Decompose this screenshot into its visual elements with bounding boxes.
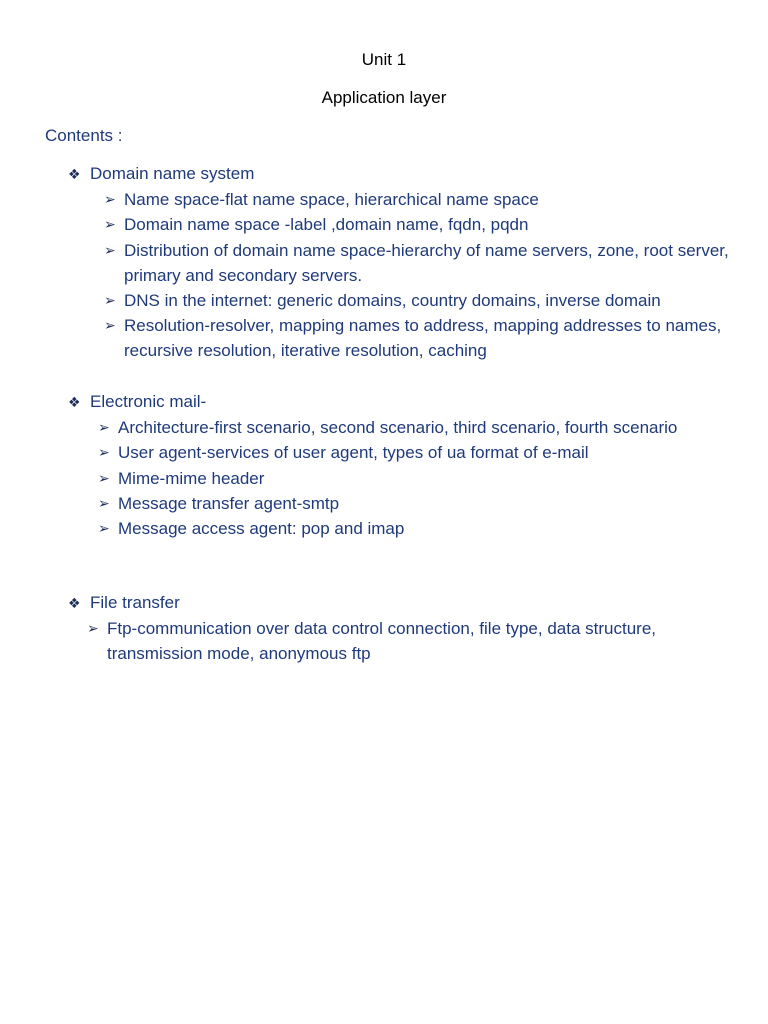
diamond-bullet-icon: ❖ [68,595,81,611]
list-item [98,440,728,465]
section-heading-row [68,590,748,616]
list-item-text: DNS in the internet: generic domains, country domains, inverse domain [124,291,661,311]
arrow-bullet-icon: ➢ [104,241,116,258]
arrow-bullet-icon: ➢ [98,444,110,461]
unit-heading: Unit 1 [361,50,407,69]
arrow-bullet-icon: ➢ [87,620,99,637]
arrow-bullet-icon: ➢ [104,292,116,309]
arrow-bullet-icon: ➢ [98,469,110,486]
arrow-bullet-icon: ➢ [98,520,110,537]
list-item [87,616,748,666]
section-item-list [104,187,748,363]
list-item [98,491,728,516]
list-item-text: Architecture-first scenario, second scenario, third scenario, fourth scenario [118,418,678,438]
section-heading: Domain name system [90,164,255,183]
list-item-text: Domain name space -label ,domain name, fqdn, pqdn [124,215,529,235]
section-item-list [87,616,748,666]
arrow-bullet-icon: ➢ [104,317,116,334]
list-item-text: Message transfer agent-smtp [118,493,340,513]
list-item-text: Ftp-communication over data control connection, file type, data structure, transmission mode, anonymous ftp [107,619,656,664]
list-item [104,313,748,363]
section-file-transfer [68,590,748,667]
diamond-bullet-icon: ❖ [68,394,81,410]
list-item [104,187,748,212]
arrow-bullet-icon: ➢ [104,216,116,233]
list-item [104,238,748,288]
arrow-bullet-icon: ➢ [98,419,110,436]
list-item [98,415,728,440]
arrow-bullet-icon: ➢ [104,191,116,208]
list-item [98,466,728,491]
page-title: Application layer [321,88,447,107]
list-item [98,516,728,541]
contents-label: Contents : [45,126,123,145]
arrow-bullet-icon: ➢ [98,494,110,511]
section-heading-row [68,389,728,415]
section-heading-row [68,161,748,187]
list-item-text: User agent-services of user agent, types of ua format of e-mail [118,443,589,463]
diamond-bullet-icon: ❖ [68,166,81,182]
list-item-text: Message access agent: pop and imap [118,519,405,539]
section-heading: Electronic mail- [90,392,207,411]
list-item [104,212,748,237]
section-heading: File transfer [90,593,180,612]
section-domain-name-system [68,161,748,364]
section-electronic-mail [68,389,728,541]
list-item [104,288,748,313]
list-item-text: Distribution of domain name space-hierarchy of name servers, zone, root server, primary and secondary servers. [124,240,729,285]
list-item-text: Name space-flat name space, hierarchical name space [124,190,539,210]
section-item-list [98,415,728,541]
list-item-text: Mime-mime header [118,468,265,488]
list-item-text: Resolution-resolver, mapping names to address, mapping addresses to names, recursive resolution, iterative resolution, caching [124,316,722,361]
